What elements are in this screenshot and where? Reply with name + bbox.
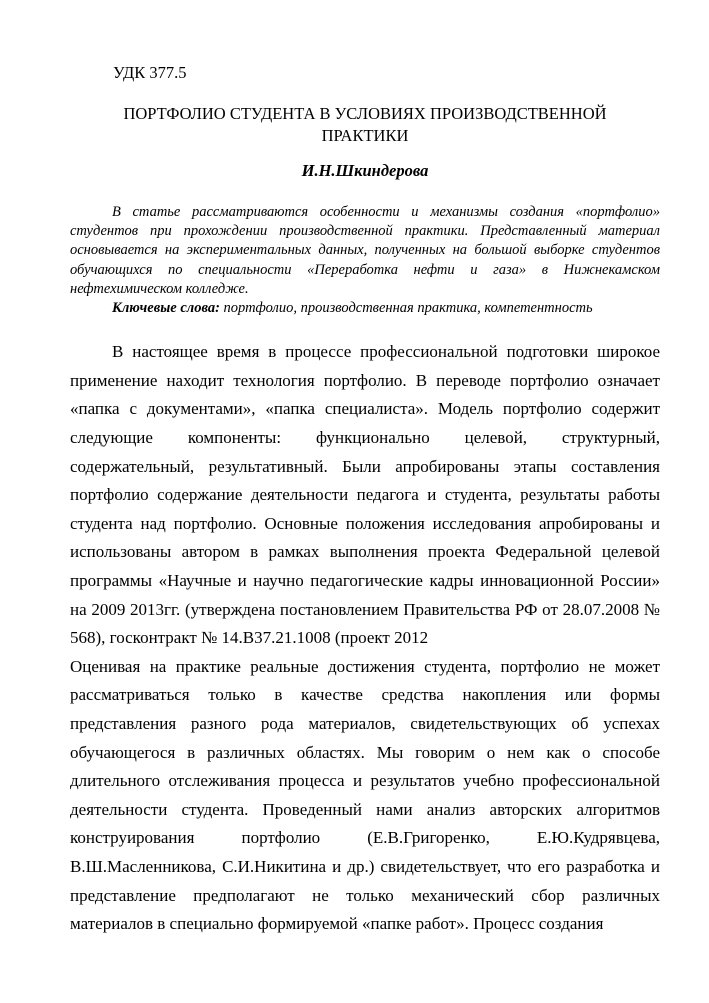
author-name: И.Н.Шкиндерова bbox=[301, 161, 429, 180]
body-paragraph-2: Оценивая на практике реальные достижения студента, портфолио не может рассматриваться только в качестве средства накопления или формы представления разного рода материалов, свидетельствующих об успехах обучающегося в различных областях. Мы говорим о нем как о способе длительного отслеживания процесса и результатов учебно профессиональной деятельности студента. Проведенный нами анализ авторских алгоритмов конструирования портфолио (Е.В.Григоренко, Е.Ю.Кудрявцева, В.Ш.Масленникова, С.И.Никитина и др.) свидетельствует, что его разработка и представление предполагают не только механический сбор различных материалов в специально формируемой «папке работ». Процесс создания bbox=[70, 656, 660, 934]
abstract-text: В статье рассматриваются особенности и механизмы создания «портфолио» студентов при прохождении производственной практики. Представленный материал основывается на экспериментальных данных, полученных на большой выборке студентов обучающихся по специальности «Переработка нефти и газа» в Нижнекамском нефтехимическом колледже. bbox=[70, 204, 660, 297]
keywords-label: Ключевые слова: bbox=[112, 300, 220, 317]
keywords-line bbox=[70, 299, 660, 318]
body-paragraph-1: В настоящее время в процессе профессиональной подготовки широкое применение находит технология портфолио. В переводе портфолио означает «папка с документами», «папка специалиста». Модель портфолио содержит следующие компоненты: функционально целевой, структурный, содержательный, результативный. Были апробированы этапы составления портфолио содержание деятельности педагога и студента, результаты работы студента над портфолио. Основные положения исследования апробированы и использованы автором в рамках выполнения проекта Федеральной целевой программы «Научные и научно педагогические кадры инновационной России» на 2009 2013гг. (утверждена постановлением Правительства РФ от 28.07.2008 № 568), госконтракт № 14.B37.21.1008 (проект 2012 bbox=[70, 342, 660, 648]
article-title: ПОРТФОЛИО СТУДЕНТА В УСЛОВИЯХ ПРОИЗВОДСТВЕННОЙ ПРАКТИКИ bbox=[123, 104, 607, 145]
udc-number: УДК 377.5 bbox=[113, 63, 187, 82]
keywords-text: портфолио, производственная практика, компетентность bbox=[219, 300, 593, 317]
